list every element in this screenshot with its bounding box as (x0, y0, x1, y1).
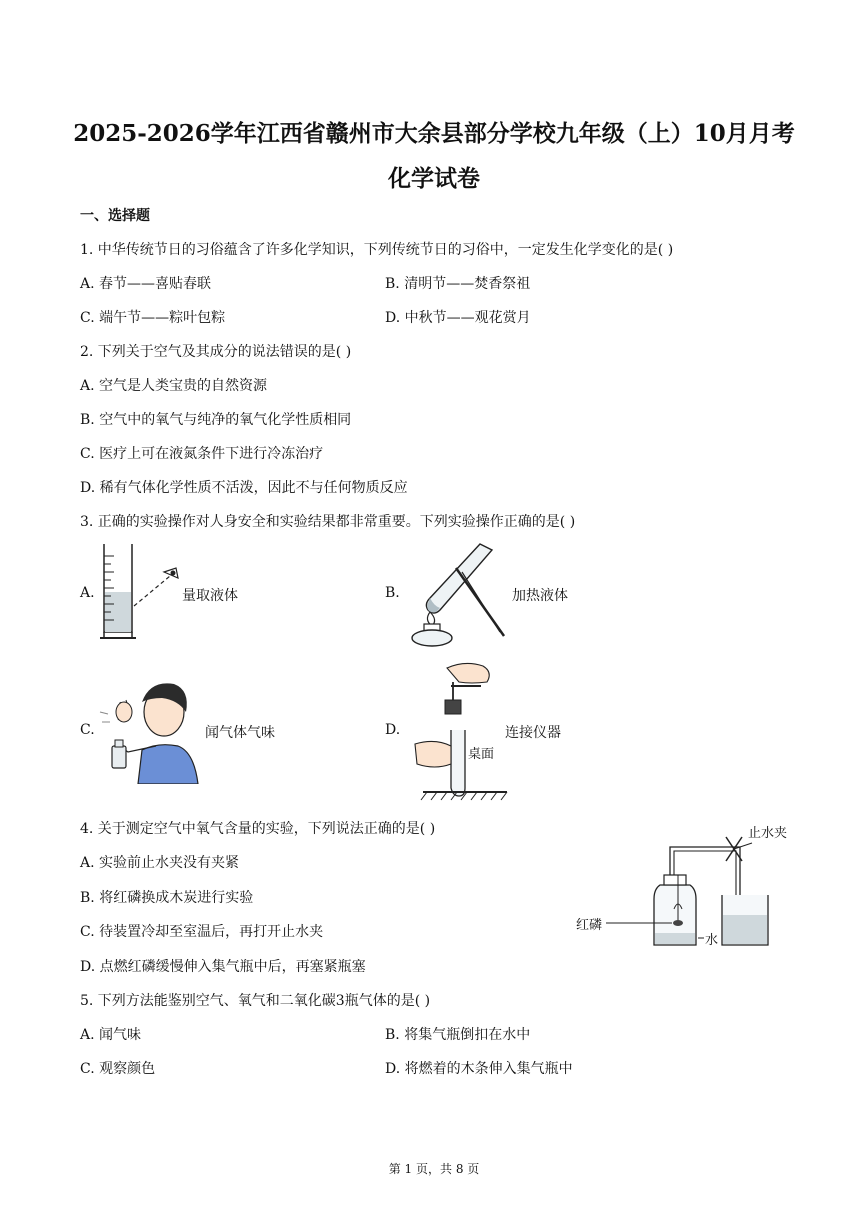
question-5-option-d: D. 将燃着的木条伸入集气瓶中 (385, 1061, 573, 1077)
desk-surface-label: 桌面 (468, 747, 495, 762)
page-number: 第 1 页，共 8 页 (388, 1162, 480, 1176)
water-label: 水 (705, 933, 719, 948)
question-3-option-a-caption: 量取液体 (182, 588, 238, 604)
question-4-stem: 4. 关于测定空气中氧气含量的实验，下列说法正确的是( ) (80, 821, 436, 837)
question-5-stem: 5. 下列方法能鉴别空气、氧气和二氧化碳3瓶气体的是( ) (80, 993, 431, 1009)
question-5-option-c: C. 观察颜色 (80, 1061, 156, 1077)
question-3-option-a-letter: A. (80, 585, 95, 601)
question-3-option-d-letter: D. (385, 722, 401, 738)
question-4-option-d: D. 点燃红磷缓慢伸入集气瓶中后，再塞紧瓶塞 (80, 959, 366, 975)
oxygen-content-apparatus-figure (600, 835, 780, 950)
question-3-option-c-letter: C. (80, 722, 95, 738)
question-4-option-a: A. 实验前止水夹没有夹紧 (80, 855, 240, 871)
question-5-option-b: B. 将集气瓶倒扣在水中 (385, 1027, 531, 1043)
connecting-apparatus-figure (405, 660, 515, 802)
question-1-option-d: D. 中秋节——观花赏月 (385, 310, 531, 326)
question-5-option-a: A. 闻气味 (80, 1027, 142, 1043)
question-2-option-a: A. 空气是人类宝贵的自然资源 (80, 378, 268, 394)
question-2-option-c: C. 医疗上可在液氮条件下进行冷冻治疗 (80, 446, 324, 462)
section-heading: 一、选择题 (80, 208, 150, 224)
question-1-option-b: B. 清明节——焚香祭祖 (385, 276, 531, 292)
question-3-option-b-caption: 加热液体 (512, 588, 568, 604)
question-3-stem: 3. 正确的实验操作对人身安全和实验结果都非常重要。下列实验操作正确的是( ) (80, 514, 576, 530)
question-2-option-b: B. 空气中的氧气与纯净的氧气化学性质相同 (80, 412, 352, 428)
question-4-option-b: B. 将红磷换成木炭进行实验 (80, 890, 254, 906)
question-3-option-b-letter: B. (385, 585, 400, 601)
question-2-stem: 2. 下列关于空气及其成分的说法错误的是( ) (80, 344, 352, 360)
question-1-option-c: C. 端午节——粽叶包粽 (80, 310, 226, 326)
page-title-line2: 化学试卷 (388, 165, 480, 192)
question-1-option-a: A. 春节——喜贴春联 (80, 276, 212, 292)
heating-liquid-figure (400, 540, 510, 650)
phosphorus-label: 红磷 (576, 918, 603, 933)
graduated-cylinder-figure (98, 542, 184, 642)
smelling-gas-figure (98, 672, 202, 784)
question-1-stem: 1. 中华传统节日的习俗蕴含了许多化学知识，下列传统节日的习俗中，一定发生化学变化的是( ) (80, 242, 674, 258)
question-3-option-d-caption: 连接仪器 (505, 725, 561, 741)
clamp-label: 止水夹 (748, 826, 788, 841)
question-4-option-c: C. 待装置冷却至室温后，再打开止水夹 (80, 924, 324, 940)
page-title-line1: 2025-2026学年江西省赣州市大余县部分学校九年级（上）10月月考 (73, 120, 795, 147)
question-2-option-d: D. 稀有气体化学性质不活泼，因此不与任何物质反应 (80, 480, 408, 496)
question-3-option-c-caption: 闻气体气味 (205, 725, 275, 741)
